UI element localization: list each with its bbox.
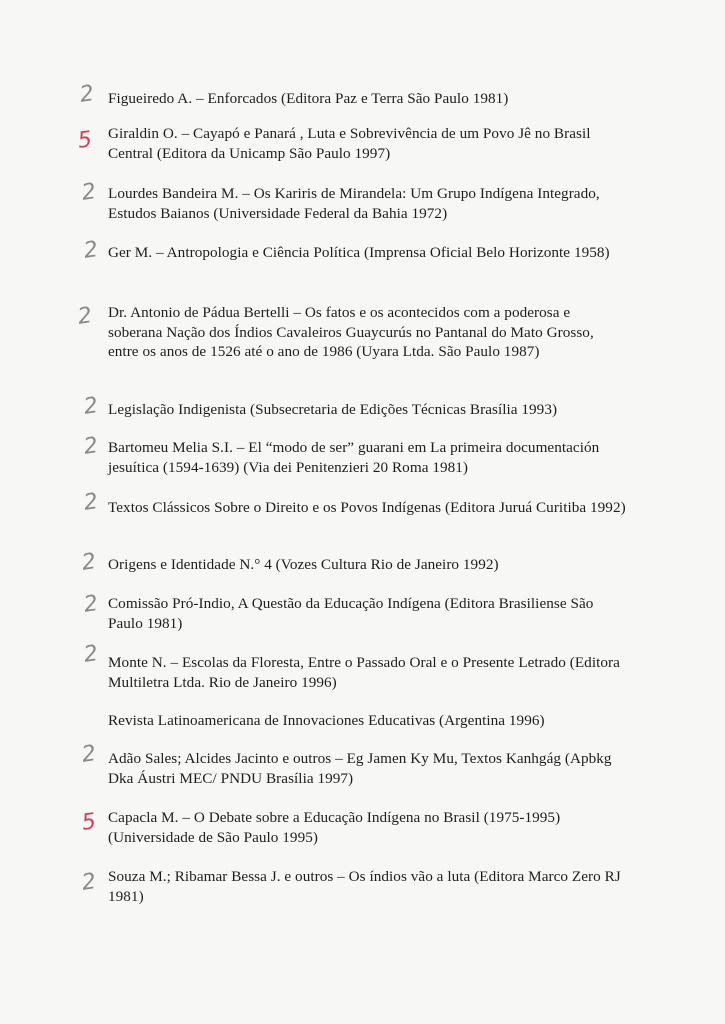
reference-entry: Lourdes Bandeira M. – Os Kariris de Mirandela: Um Grupo Indígena Integrado, Estudos Baianos (Universidade Federal da Bahia 1972) xyxy=(108,185,600,222)
reference-entry: Giraldin O. – Cayapó e Panará , Luta e Sobrevivência de um Povo Jê no Brasil Central (Editora da Unicamp São Paulo 1997) xyxy=(108,125,591,162)
handwritten-mark: 2 xyxy=(80,741,98,768)
handwritten-mark: 2 xyxy=(82,393,100,420)
reference-entry: Figueiredo A. – Enforcados (Editora Paz e Terra São Paulo 1981) xyxy=(108,90,509,107)
handwritten-mark: 2 xyxy=(82,237,100,264)
reference-entry: Souza M.; Ribamar Bessa J. e outros – Os índios vão a luta (Editora Marco Zero RJ 1981) xyxy=(108,868,621,905)
handwritten-mark: 2 xyxy=(82,489,100,516)
reference-entry: Comissão Pró-Indio, A Questão da Educação Indígena (Editora Brasiliense São Paulo 1981) xyxy=(108,595,594,632)
handwritten-mark: 2 xyxy=(78,81,96,108)
handwritten-mark: 5 xyxy=(80,809,98,836)
handwritten-mark: 2 xyxy=(80,179,98,206)
reference-entry: Capacla M. – O Debate sobre a Educação Indígena no Brasil (1975-1995) (Universidade de São Paulo 1995) xyxy=(108,809,561,846)
reference-entry: Origens e Identidade N.° 4 (Vozes Cultura Rio de Janeiro 1992) xyxy=(108,556,499,573)
reference-entry: Bartomeu Melia S.I. – El “modo de ser” guarani em La primeira documentación jesuítica (1594-1639) (Via dei Penitenzieri 20 Roma 1981) xyxy=(108,439,600,476)
handwritten-mark: 2 xyxy=(76,303,94,330)
handwritten-mark: 5 xyxy=(76,127,94,154)
reference-entry: Legislação Indigenista (Subsecretaria de Edições Técnicas Brasília 1993) xyxy=(108,401,558,418)
handwritten-mark: 2 xyxy=(82,641,100,668)
reference-entry: Textos Clássicos Sobre o Direito e os Povos Indígenas (Editora Juruá Curitiba 1992) xyxy=(108,499,626,516)
handwritten-mark: 2 xyxy=(80,869,98,896)
reference-entry: Adão Sales; Alcides Jacinto e outros – Eg Jamen Ky Mu, Textos Kanhgág (Apbkg Dka Áustri MEC/ PNDU Brasília 1997) xyxy=(108,750,612,787)
handwritten-mark: 2 xyxy=(80,549,98,576)
reference-entry: Revista Latinoamericana de Innovaciones Educativas (Argentina 1996) xyxy=(108,712,545,729)
reference-entry: Monte N. – Escolas da Floresta, Entre o Passado Oral e o Presente Letrado (Editora Multiletra Ltda. Rio de Janeiro 1996) xyxy=(108,654,620,691)
reference-entry: Ger M. – Antropologia e Ciência Política (Imprensa Oficial Belo Horizonte 1958) xyxy=(108,244,610,261)
reference-entry: Dr. Antonio de Pádua Bertelli – Os fatos e os acontecidos com a poderosa e soberana Nação dos Índios Cavaleiros Guaycurús no Pantanal do Mato Grosso, entre os anos de 1526 até o ano de 1986 (Uyara Ltda. São Paulo 1987) xyxy=(108,304,594,361)
handwritten-mark: 2 xyxy=(82,591,100,618)
handwritten-mark: 2 xyxy=(82,433,100,460)
